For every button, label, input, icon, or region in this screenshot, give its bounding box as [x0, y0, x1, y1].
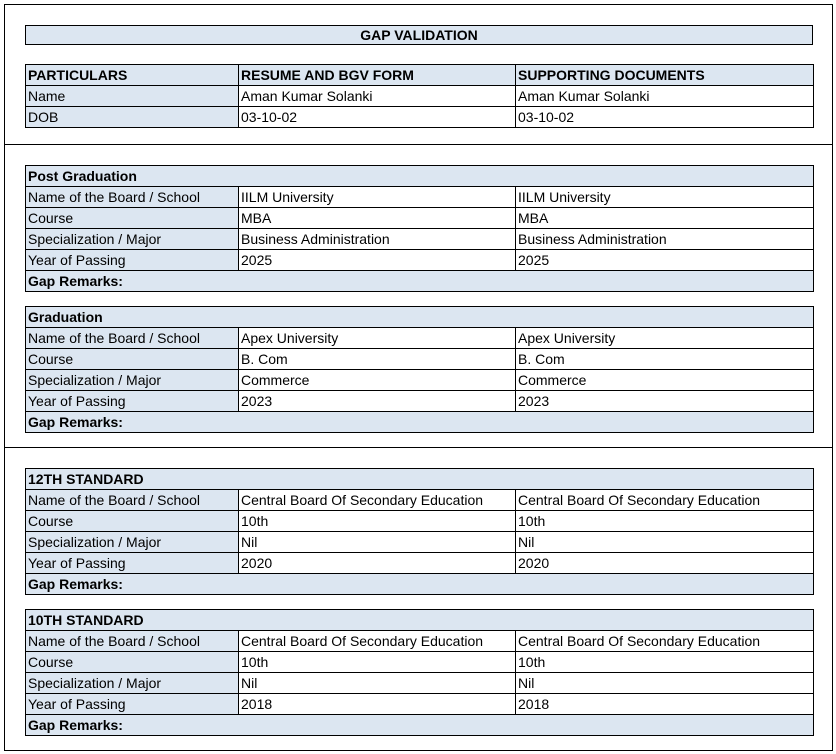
row-label: Specialization / Major [26, 370, 239, 391]
resume-value: 2018 [239, 694, 516, 715]
gap-remarks: Gap Remarks: [26, 271, 814, 292]
table-row [26, 694, 814, 715]
table-row [26, 349, 814, 370]
resume-value: Central Board Of Secondary Education [239, 631, 516, 652]
table-row [26, 490, 814, 511]
resume-value: Central Board Of Secondary Education [239, 490, 516, 511]
table-row [26, 652, 814, 673]
row-label: Specialization / Major [26, 532, 239, 553]
section-12th-standard [25, 468, 813, 595]
resume-value: 2025 [239, 250, 516, 271]
header-particulars: PARTICULARS [26, 65, 239, 86]
document-value: IILM University [516, 187, 814, 208]
row-label: Name of the Board / School [26, 631, 239, 652]
document-value: B. Com [516, 349, 814, 370]
page-title: GAP VALIDATION [25, 25, 813, 45]
identity-table [25, 64, 813, 128]
section-graduation [25, 306, 813, 433]
row-label: Name of the Board / School [26, 187, 239, 208]
document-value: Central Board Of Secondary Education [516, 490, 814, 511]
table-row [26, 328, 814, 349]
section-10th-standard [25, 609, 813, 736]
table-row [26, 391, 814, 412]
document-value: 03-10-02 [516, 107, 814, 128]
table-row [26, 370, 814, 391]
document-value: Business Administration [516, 229, 814, 250]
document-value: Nil [516, 532, 814, 553]
table-row [26, 107, 814, 128]
header-documents: SUPPORTING DOCUMENTS [516, 65, 814, 86]
resume-value: Business Administration [239, 229, 516, 250]
resume-value: Aman Kumar Solanki [239, 86, 516, 107]
table-row [26, 532, 814, 553]
resume-value: 10th [239, 511, 516, 532]
row-label: Name of the Board / School [26, 490, 239, 511]
table-row [26, 673, 814, 694]
resume-value: Nil [239, 673, 516, 694]
row-label: Year of Passing [26, 250, 239, 271]
document-value: Aman Kumar Solanki [516, 86, 814, 107]
header-row [26, 65, 814, 86]
section-heading: Graduation [26, 307, 814, 328]
gap-remarks: Gap Remarks: [26, 574, 814, 595]
resume-value: 10th [239, 652, 516, 673]
document-value: 2018 [516, 694, 814, 715]
resume-value: MBA [239, 208, 516, 229]
row-label: Course [26, 511, 239, 532]
document-value: Central Board Of Secondary Education [516, 631, 814, 652]
row-label: DOB [26, 107, 239, 128]
row-label: Year of Passing [26, 391, 239, 412]
gap-remarks: Gap Remarks: [26, 715, 814, 736]
table-row [26, 631, 814, 652]
resume-value: Nil [239, 532, 516, 553]
table-row [26, 553, 814, 574]
resume-value: 2020 [239, 553, 516, 574]
table-row [26, 208, 814, 229]
document-value: 2020 [516, 553, 814, 574]
table-row [26, 511, 814, 532]
resume-value: B. Com [239, 349, 516, 370]
document-value: MBA [516, 208, 814, 229]
row-label: Name of the Board / School [26, 328, 239, 349]
row-label: Course [26, 349, 239, 370]
section-heading: 12TH STANDARD [26, 469, 814, 490]
row-label: Course [26, 208, 239, 229]
section-heading: 10TH STANDARD [26, 610, 814, 631]
row-label: Specialization / Major [26, 673, 239, 694]
resume-value: Apex University [239, 328, 516, 349]
document-value: Commerce [516, 370, 814, 391]
document-value: 2023 [516, 391, 814, 412]
row-label: Year of Passing [26, 553, 239, 574]
table-row [26, 250, 814, 271]
row-label: Specialization / Major [26, 229, 239, 250]
resume-value: 03-10-02 [239, 107, 516, 128]
row-label: Name [26, 86, 239, 107]
table-row [26, 187, 814, 208]
document-value: 2025 [516, 250, 814, 271]
resume-value: Commerce [239, 370, 516, 391]
resume-value: 2023 [239, 391, 516, 412]
gap-remarks: Gap Remarks: [26, 412, 814, 433]
document-value: 10th [516, 652, 814, 673]
row-label: Year of Passing [26, 694, 239, 715]
document-value: 10th [516, 511, 814, 532]
resume-value: IILM University [239, 187, 516, 208]
section-post-graduation [25, 165, 813, 292]
row-label: Course [26, 652, 239, 673]
document-value: Apex University [516, 328, 814, 349]
document-value: Nil [516, 673, 814, 694]
header-resume: RESUME AND BGV FORM [239, 65, 516, 86]
table-row [26, 229, 814, 250]
section-heading: Post Graduation [26, 166, 814, 187]
table-row [26, 86, 814, 107]
